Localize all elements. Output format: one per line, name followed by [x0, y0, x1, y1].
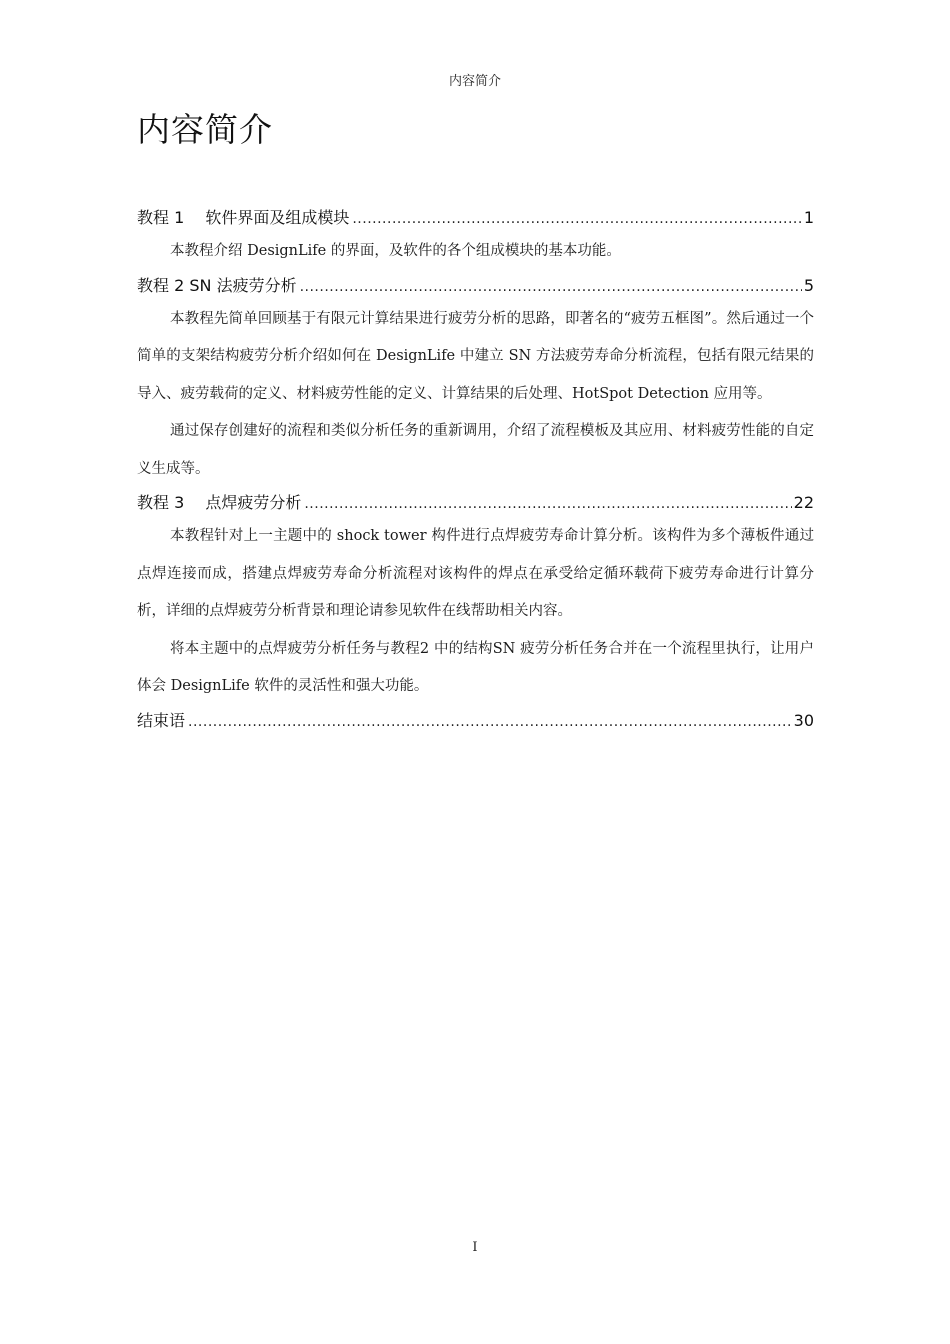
toc-page-number: 5 — [803, 275, 814, 295]
toc-page-number: 22 — [793, 493, 814, 512]
toc-entry-label: 教程 1 软件界面及组成模块 — [137, 203, 352, 233]
toc-description: 本教程针对上一主题中的 shock tower 构件进行点焊疲劳寿命计算分析。该构件为多个薄板件通过点焊连接而成，搭建点焊疲劳寿命分析流程对该构件的焊点在承受给定循环载荷下疲劳寿命进行计算分析，详细的点焊疲劳分析背景和理论请参见软件在线帮助相关内容。 — [137, 528, 814, 619]
toc-dot-leader — [300, 272, 802, 301]
toc-entry-label: 结束语 — [137, 706, 188, 736]
toc-entry-tutorial-1[interactable] — [137, 203, 814, 233]
toc-dot-leader — [304, 489, 791, 518]
table-of-contents — [137, 203, 814, 736]
toc-entry-tutorial-3[interactable] — [137, 488, 814, 518]
toc-description: 通过保存创建好的流程和类似分析任务的重新调用，介绍了流程模板及其应用、材料疲劳性能的自定义生成等。 — [137, 423, 814, 477]
toc-entry-label: 教程 2 SN 法疲劳分析 — [137, 271, 300, 301]
toc-page-number: 1 — [803, 208, 814, 227]
toc-description: 本教程介绍 DesignLife 的界面，及软件的各个组成模块的基本功能。 — [170, 243, 621, 259]
toc-entry-tutorial-2[interactable] — [137, 271, 814, 301]
page-title: 内容简介 — [137, 110, 273, 149]
toc-entry-label: 教程 3 点焊疲劳分析 — [137, 488, 304, 518]
toc-page-number: 30 — [793, 710, 814, 730]
toc-description: 将本主题中的点焊疲劳分析任务与教程2 中的结构SN 疲劳分析任务合并在一个流程里执行，让用户体会 DesignLife 软件的灵活性和强大功能。 — [137, 640, 814, 694]
toc-dot-leader — [352, 204, 801, 233]
toc-entry-conclusion[interactable] — [137, 706, 814, 736]
toc-dot-leader — [188, 707, 792, 736]
running-header: 内容简介 — [448, 74, 501, 89]
toc-description: 本教程先简单回顾基于有限元计算结果进行疲劳分析的思路，即著名的“疲劳五框图”。然后通过一个简单的支架结构疲劳分析介绍如何在 DesignLife 中建立 SN 方法疲劳寿命分析流程，包括有限元结果的导入、疲劳载荷的定义、材料疲劳性能的定义、计算结果的后处理、HotSpot Detection 应用等。 — [137, 310, 814, 402]
page-number-footer: I — [472, 1240, 478, 1255]
